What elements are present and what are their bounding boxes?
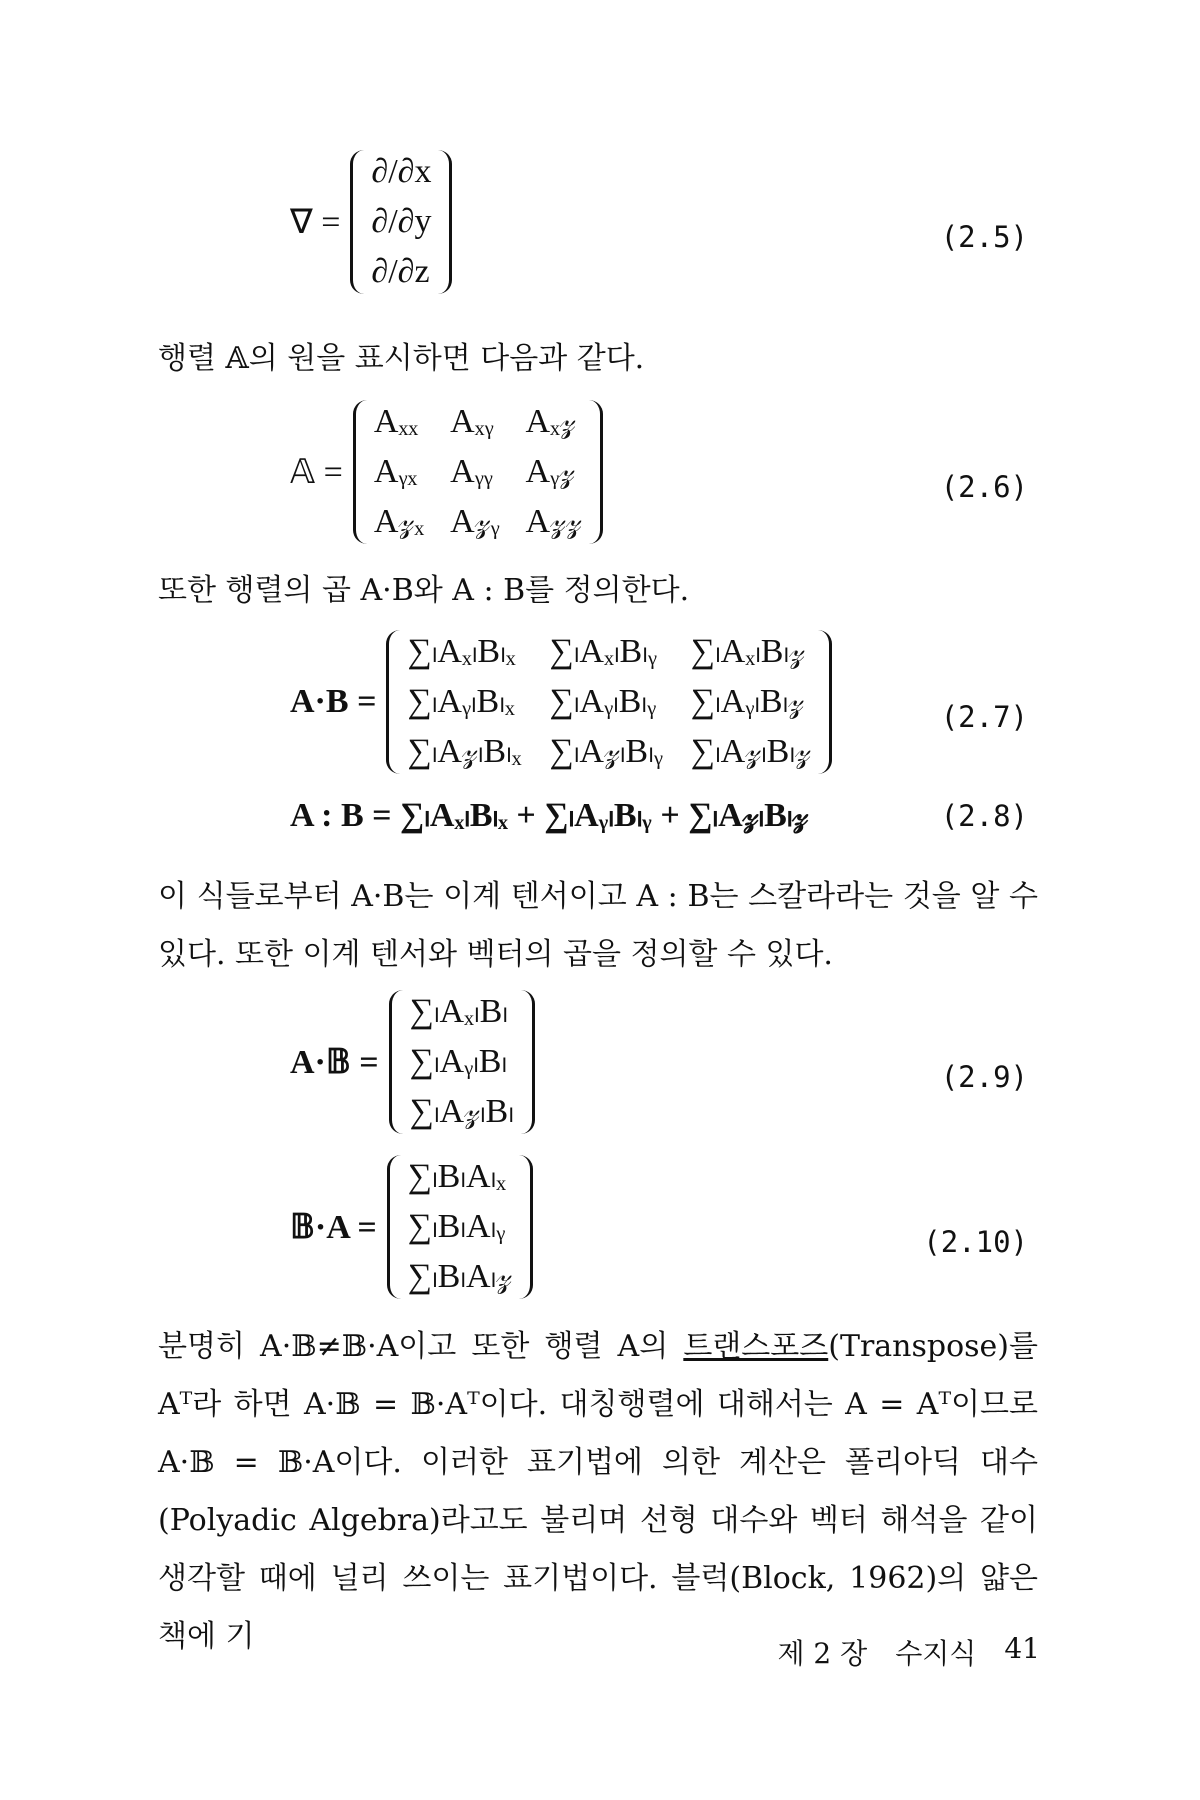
- paragraph-2: 또한 행렬의 곱 A·B와 A : B를 정의한다.: [158, 573, 690, 608]
- matrix-cell: ∑ₗAᵧₗBₗₓ: [407, 683, 515, 720]
- matrix-cell: Aₓ𝓏: [525, 403, 576, 440]
- matrix-cell: ∑ₗAᵧₗBₗ: [409, 1043, 508, 1080]
- paragraph-1: 행렬 𝔸의 원을 표시하면 다음과 같다.: [158, 341, 645, 376]
- paragraph-4-part1: 분명히 A·𝔹≠𝔹·A이고 또한 행렬 A의: [158, 1329, 684, 1364]
- matrix-cell: ∑ₗA𝓏ₗBₗₓ: [407, 733, 522, 770]
- chapter-label: 제 2 장: [777, 1637, 868, 1670]
- matrix-cell: Aᵧ𝓏: [525, 453, 575, 490]
- matrix-cell: ∑ₗA𝓏ₗBₗ: [409, 1093, 514, 1130]
- equation-lhs: 𝔸 =: [290, 454, 343, 491]
- paragraph-4-part2: (Transpose)를 Aᵀ라 하면 A·𝔹 = 𝔹·Aᵀ이다. 대칭행렬에 대해서는 A = Aᵀ이므로 A·𝔹 = 𝔹·A이다. 이러한 표기법에 의한 계산은 폴리아딕 대수(Polyadic Algebra)라고도 불리며 선형 대수와 벡터 해석을 같이 생각할 때에 널리 쓰이는 표기법이다. 블럭(Block, 1962)의 얇은 책에 기: [158, 1329, 1038, 1654]
- matrix-cell: ∑ₗAₓₗBₗ𝓏: [690, 633, 805, 670]
- matrix-cell: ∂/∂x: [371, 153, 432, 190]
- matrix-cell: ∑ₗAₓₗBₗₓ: [407, 633, 516, 670]
- matrix-cell: ∑ₗA𝓏ₗBₗᵧ: [549, 733, 663, 770]
- gradient-vector: [350, 150, 452, 294]
- matrix-cell: ∑ₗA𝓏ₗBₗ𝓏: [690, 733, 811, 770]
- equation-number: (2.5): [940, 220, 1028, 254]
- matrix-cell: A𝓏𝓏: [525, 503, 582, 540]
- vector-tensor-product: [387, 1155, 533, 1299]
- equation-number: (2.10): [923, 1225, 1028, 1259]
- page-number: 41: [1004, 1632, 1040, 1665]
- matrix-cell: ∑ₗAᵧₗBₗᵧ: [549, 683, 656, 720]
- equation-lhs: A·𝔹 =: [290, 1044, 379, 1081]
- matrix-cell: Aᵧᵧ: [450, 453, 493, 490]
- matrix-cell: A𝓏ᵧ: [450, 503, 500, 540]
- matrix-cell: ∂/∂y: [371, 203, 432, 240]
- matrix-cell: ∑ₗBₗAₗₓ: [407, 1158, 507, 1195]
- equation-number: (2.8): [940, 799, 1028, 833]
- equation-number: (2.6): [940, 470, 1028, 504]
- matrix-A: [353, 400, 603, 544]
- double-dot-product: A : B = ∑ₗAₓₗBₗₓ + ∑ₗAᵧₗBₗᵧ + ∑ₗA𝓏ₗBₗ𝓏: [290, 797, 809, 834]
- matrix-cell: ∑ₗAₓₗBₗᵧ: [549, 633, 657, 670]
- equation-lhs: A·B =: [290, 683, 377, 720]
- matrix-product: [386, 630, 831, 774]
- matrix-cell: Aᵧₓ: [373, 453, 418, 490]
- equation-number: (2.9): [940, 1060, 1028, 1094]
- paragraph-4-underlined: 트랜스포즈: [683, 1329, 829, 1364]
- matrix-cell: ∑ₗAₓₗBₗ: [409, 993, 508, 1030]
- matrix-cell: Aₓᵧ: [450, 403, 494, 440]
- matrix-cell: ∑ₗAᵧₗBₗ𝓏: [690, 683, 804, 720]
- matrix-cell: A𝓏ₓ: [373, 503, 425, 540]
- equation-lhs: ∇ =: [290, 204, 341, 241]
- section-label: 수지식: [895, 1637, 977, 1670]
- paragraph-4: [158, 1318, 1038, 1666]
- matrix-cell: ∑ₗBₗAₗᵧ: [407, 1208, 506, 1245]
- paragraph-3: 이 식들로부터 A·B는 이계 텐서이고 A : B는 스칼라라는 것을 알 수 있다. 또한 이계 텐서와 벡터의 곱을 정의할 수 있다.: [158, 879, 1038, 972]
- matrix-cell: ∑ₗBₗAₗ𝓏: [407, 1258, 512, 1295]
- page-footer: [777, 1632, 1040, 1672]
- matrix-cell: ∂/∂z: [371, 253, 430, 290]
- equation-lhs: 𝔹·A =: [290, 1209, 377, 1246]
- tensor-vector-product: [389, 990, 535, 1134]
- matrix-cell: Aₓₓ: [373, 403, 419, 440]
- equation-number: (2.7): [940, 700, 1028, 734]
